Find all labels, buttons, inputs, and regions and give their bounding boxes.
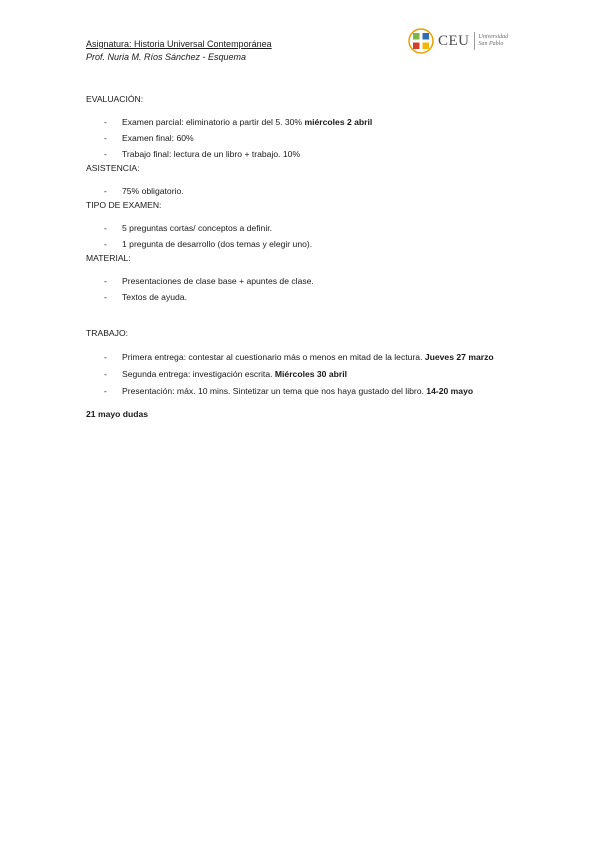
section-title-evaluacion: EVALUACIÓN: [86, 94, 144, 104]
section-title-trabajo: TRABAJO: [86, 328, 129, 338]
list-item: - Primera entrega: contestar al cuestionario más o menos en mitad de la lectura. Jueves 27 marzo [104, 352, 494, 362]
trabajo-list [86, 349, 526, 399]
logo-subtitle-line1: Universidad [478, 34, 509, 40]
material-list [86, 274, 526, 304]
section-title-tipo-examen: TIPO DE EXAMEN: [86, 200, 162, 210]
section-title-material: MATERIAL: [86, 253, 131, 263]
logo-ceu-text: CEU [438, 32, 470, 49]
professor-line: Prof. Nuria M. Ríos Sánchez - Esquema [86, 52, 247, 62]
logo-university-text [479, 34, 509, 48]
list-item: - 5 preguntas cortas/ conceptos a definir. [104, 223, 273, 233]
evaluacion-list [86, 115, 526, 161]
list-item: - Textos de ayuda. [104, 292, 187, 302]
section-title-asistencia: ASISTENCIA: [86, 163, 140, 173]
list-item: - Segunda entrega: investigación escrita. Miércoles 30 abril [104, 369, 348, 379]
document-header [86, 38, 272, 63]
list-item: - Examen parcial: eliminatorio a partir del 5. 30% miércoles 2 abril [104, 117, 373, 127]
document-body [86, 93, 526, 419]
list-item: - Examen final: 60% [104, 133, 194, 143]
university-logo [408, 27, 523, 55]
list-item: - Trabajo final: lectura de un libro + trabajo. 10% [104, 149, 301, 159]
tipo-examen-list [86, 221, 526, 251]
asistencia-list [86, 184, 526, 198]
ceu-emblem-icon [408, 28, 434, 54]
logo-divider [474, 32, 475, 50]
logo-subtitle-line2: San Pablo [478, 41, 504, 47]
course-title: Asignatura: Historia Universal Contemporánea [86, 39, 272, 49]
list-item: - 1 pregunta de desarrollo (dos temas y elegir uno). [104, 239, 313, 249]
final-note: 21 mayo dudas [86, 409, 149, 419]
list-item: - Presentación: máx. 10 mins. Sintetizar un tema que nos haya gustado del libro. 14-20 mayo [104, 386, 474, 396]
list-item: - Presentaciones de clase base + apuntes de clase. [104, 276, 314, 286]
list-item: - 75% obligatorio. [104, 186, 184, 196]
